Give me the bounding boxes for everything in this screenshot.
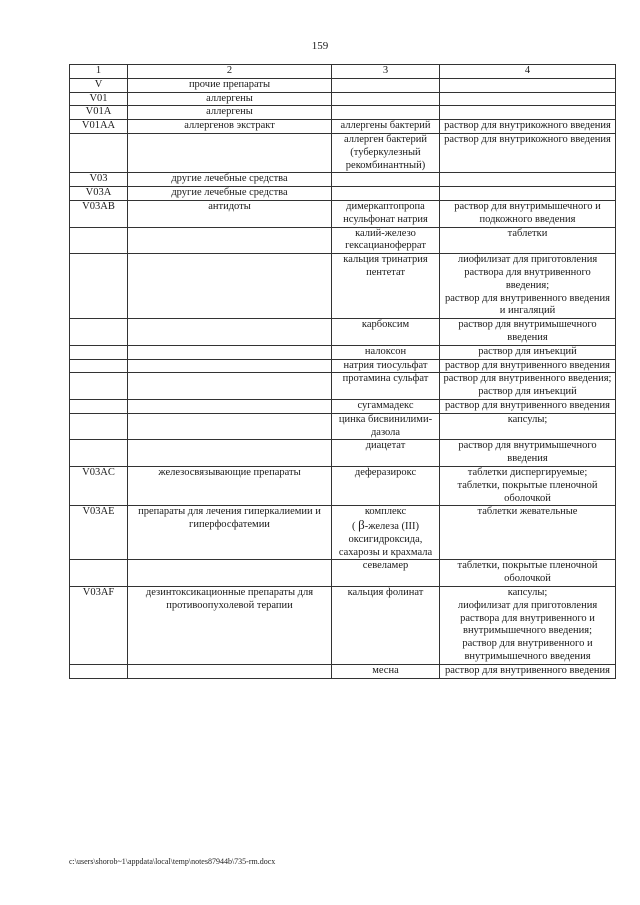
atc-code-cell: V03AF — [70, 587, 128, 665]
table-row — [70, 560, 616, 587]
dosage-forms-cell — [440, 92, 616, 106]
dosage-form: раствор для внутривенного введения — [444, 664, 611, 676]
group-cell: аллергены — [128, 106, 332, 120]
drug-name-cell — [332, 106, 440, 120]
table-row — [70, 133, 616, 172]
dosage-form: раствор для внутримышечного введения — [458, 319, 597, 343]
atc-code-cell — [70, 227, 128, 254]
dosage-forms-cell — [440, 664, 616, 678]
header-cell: 1 — [70, 65, 128, 79]
atc-code-cell — [70, 133, 128, 172]
table-row — [70, 319, 616, 346]
dosage-forms-cell — [440, 345, 616, 359]
dosage-forms-cell — [440, 254, 616, 319]
drug-name-cell — [332, 187, 440, 201]
dosage-forms-cell — [440, 200, 616, 227]
dosage-form: таблетки диспергируемые; — [467, 466, 588, 478]
group-cell: другие лечебные средства — [128, 173, 332, 187]
dosage-forms-cell — [440, 227, 616, 254]
group-cell — [128, 254, 332, 319]
dosage-forms-cell — [440, 506, 616, 560]
dosage-forms-cell — [440, 587, 616, 665]
drug-name-cell: аллергены бактерий — [332, 120, 440, 134]
atc-code-cell: V01 — [70, 92, 128, 106]
group-cell — [128, 319, 332, 346]
atc-code-cell — [70, 440, 128, 467]
dosage-forms-cell — [440, 440, 616, 467]
header-cell: 2 — [128, 65, 332, 79]
atc-code-cell — [70, 560, 128, 587]
table-row — [70, 506, 616, 560]
group-cell: другие лечебные средства — [128, 187, 332, 201]
header-cell: 4 — [440, 65, 616, 79]
table-row — [70, 587, 616, 665]
drug-name-cell: цинка бисвинилими-дазола — [332, 413, 440, 440]
table-row — [70, 466, 616, 505]
table-row — [70, 187, 616, 201]
drug-name-cell: севеламер — [332, 560, 440, 587]
group-cell — [128, 345, 332, 359]
table-row — [70, 359, 616, 373]
dosage-forms-cell — [440, 106, 616, 120]
atc-code-cell — [70, 373, 128, 400]
atc-code-cell — [70, 319, 128, 346]
table-row — [70, 413, 616, 440]
dosage-form: таблетки, покрытые пленочной оболочкой — [457, 479, 598, 504]
atc-code-cell: V03AC — [70, 466, 128, 505]
group-cell: прочие препараты — [128, 78, 332, 92]
atc-code-cell — [70, 664, 128, 678]
dosage-forms-cell — [440, 133, 616, 172]
table-row — [70, 345, 616, 359]
table-row — [70, 399, 616, 413]
drug-name-cell: аллерген бактерий (туберкулезный рекомбинантный) — [332, 133, 440, 172]
drug-name-cell: карбоксим — [332, 319, 440, 346]
table-row — [70, 200, 616, 227]
group-cell — [128, 359, 332, 373]
atc-code-cell: V — [70, 78, 128, 92]
group-cell — [128, 664, 332, 678]
dosage-form: раствор для внутривенного введения — [444, 399, 611, 411]
drug-name-cell: протамина сульфат — [332, 373, 440, 400]
dosage-form: таблетки жевательные — [477, 506, 578, 518]
dosage-form: раствор для внутривенного введения; — [443, 373, 612, 385]
dosage-form: раствор для внутримышечного и подкожного введения — [454, 200, 601, 225]
group-cell — [128, 440, 332, 467]
atc-code-cell: V01AA — [70, 120, 128, 134]
table-row — [70, 664, 616, 678]
dosage-form: раствор для инъекций — [478, 386, 577, 398]
drug-name-cell: налоксон — [332, 345, 440, 359]
dosage-form: раствор для внутривенного введения и ингаляций — [444, 292, 611, 317]
drug-name-cell — [332, 78, 440, 92]
atc-code-cell: V03A — [70, 187, 128, 201]
drug-name-cell: димеркаптопропа нсульфонат натрия — [332, 200, 440, 227]
drug-name-cell: деферазирокс — [332, 466, 440, 505]
table-row — [70, 173, 616, 187]
drug-name-cell: комплекс ( β-железа (III) оксигидроксида, сахарозы и крахмала — [332, 506, 440, 560]
page-number: 159 — [311, 40, 329, 52]
dosage-form: раствор для внутривенного и внутримышечного введения — [462, 638, 593, 663]
dosage-forms-cell — [440, 78, 616, 92]
drug-name-cell: месна — [332, 664, 440, 678]
group-cell — [128, 133, 332, 172]
drug-name-cell: кальция тринатрия пентетат — [332, 254, 440, 319]
atc-code-cell: V03 — [70, 173, 128, 187]
group-cell — [128, 373, 332, 400]
dosage-form: капсулы; — [507, 587, 548, 599]
group-cell — [128, 227, 332, 254]
dosage-form: раствор для внутрикожного введения — [444, 120, 611, 132]
dosage-form: лиофилизат для приготовления раствора для внутривенного введения; — [457, 254, 598, 291]
dosage-form: лиофилизат для приготовления раствора для внутривенного и внутримышечного введения; — [457, 599, 598, 637]
dosage-form: таблетки — [507, 227, 548, 239]
atc-code-cell: V01A — [70, 106, 128, 120]
dosage-form: раствор для внутрикожного введения — [444, 133, 611, 145]
table-header-row — [70, 65, 616, 79]
atc-code-cell — [70, 254, 128, 319]
table-row — [70, 440, 616, 467]
header-cell: 3 — [332, 65, 440, 79]
atc-code-cell — [70, 359, 128, 373]
dosage-form: раствор для внутривенного введения — [444, 359, 611, 371]
dosage-form: раствор для инъекций — [478, 345, 577, 357]
dosage-forms-cell — [440, 120, 616, 134]
group-cell: аллергенов экстракт — [128, 120, 332, 134]
beta-symbol: β — [358, 517, 365, 533]
table-row — [70, 373, 616, 400]
drug-name-cell: натрия тиосульфат — [332, 359, 440, 373]
dosage-form: раствор для внутримышечного введения — [458, 440, 597, 465]
dosage-forms-cell — [440, 373, 616, 400]
dosage-forms-cell — [440, 319, 616, 346]
table-row — [70, 78, 616, 92]
dosage-forms-cell — [440, 413, 616, 440]
group-cell: аллергены — [128, 92, 332, 106]
drug-name-cell: кальция фолинат — [332, 587, 440, 665]
atc-code-cell: V03AB — [70, 200, 128, 227]
drug-name-rest: -железа (III) оксигидроксида, сахарозы и крахмала — [338, 521, 433, 558]
drug-name-cell: сугаммадекс — [332, 399, 440, 413]
atc-code-cell — [70, 345, 128, 359]
dosage-forms-cell — [440, 173, 616, 187]
atc-code-cell: V03AE — [70, 506, 128, 560]
table-row — [70, 120, 616, 134]
table-row — [70, 227, 616, 254]
drug-name-cell: калий-железо гексацианоферрат — [332, 227, 440, 254]
drug-name-cell: диацетат — [332, 440, 440, 467]
dosage-forms-cell — [440, 560, 616, 587]
dosage-forms-cell — [440, 466, 616, 505]
table-row — [70, 92, 616, 106]
drug-name-cell — [332, 173, 440, 187]
table-row — [70, 106, 616, 120]
atc-code-cell — [70, 413, 128, 440]
dosage-form: капсулы; — [507, 413, 548, 425]
table-body — [70, 78, 616, 678]
drug-name-prefix: комплекс — [364, 506, 407, 518]
table-row — [70, 254, 616, 319]
footer-file-path: c:\users\shorob~1\appdata\local\temp\notes87944b\735-rm.docx — [69, 857, 276, 866]
group-cell: железосвязывающие препараты — [128, 466, 332, 505]
dosage-forms-cell — [440, 187, 616, 201]
atc-code-cell — [70, 399, 128, 413]
dosage-form: таблетки, покрытые пленочной оболочкой — [457, 560, 598, 585]
group-cell — [128, 399, 332, 413]
dosage-forms-cell — [440, 399, 616, 413]
group-cell — [128, 413, 332, 440]
dosage-forms-cell — [440, 359, 616, 373]
group-cell: антидоты — [128, 200, 332, 227]
group-cell: препараты для лечения гиперкалиемии и гиперфосфатемии — [128, 506, 332, 560]
drug-list-table — [69, 64, 616, 679]
group-cell — [128, 560, 332, 587]
drug-name-cell — [332, 92, 440, 106]
group-cell: дезинтоксикационные препараты для противоопухолевой терапии — [128, 587, 332, 665]
